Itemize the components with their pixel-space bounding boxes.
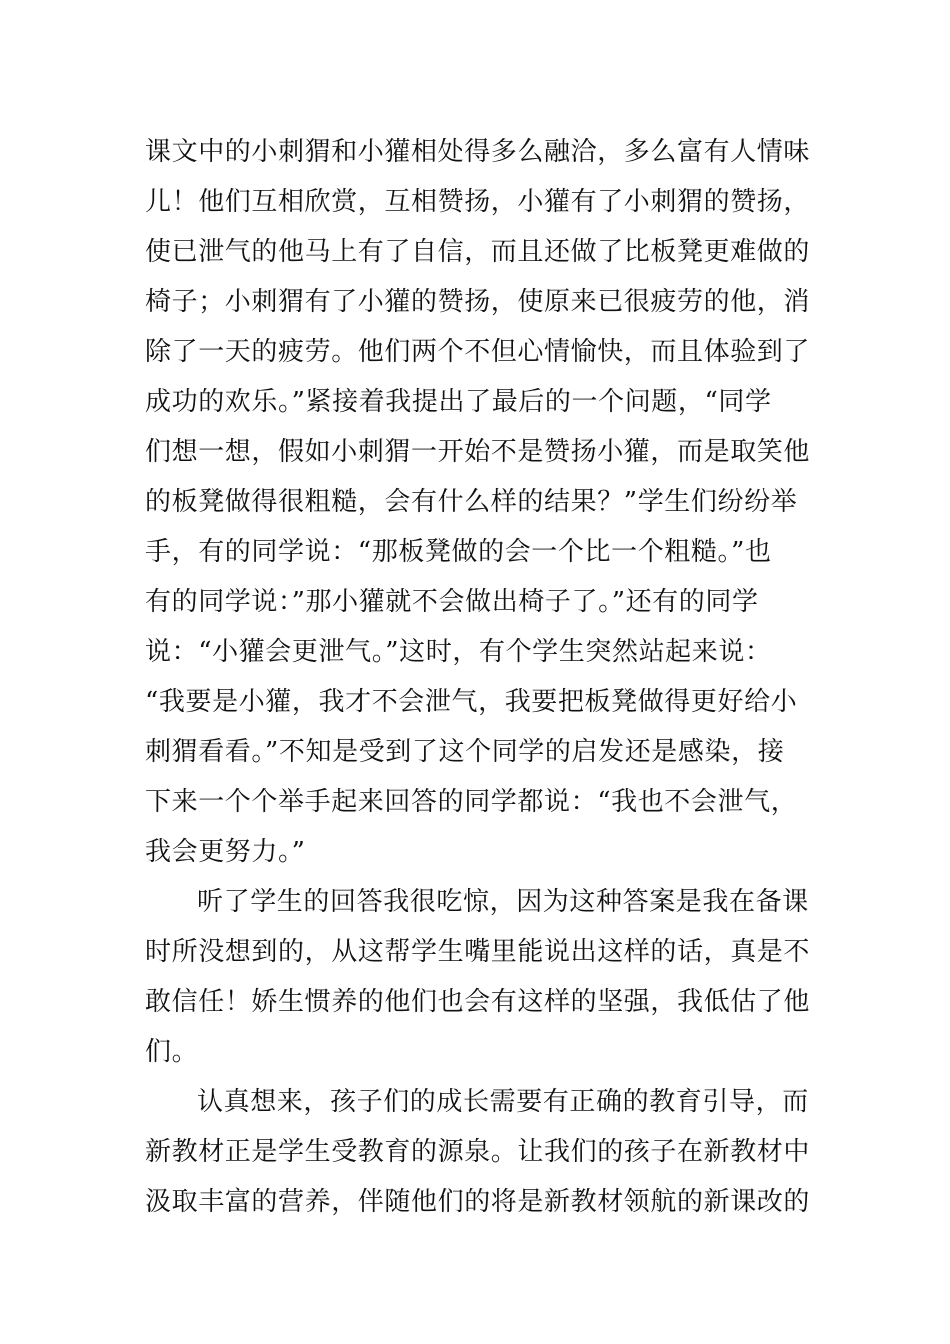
text-line: 除了一天的疲劳。他们两个不但心情愉快，而且体验到了: [145, 337, 811, 367]
text-line: 敢信任！娇生惯养的他们也会有这样的坚强，我低估了他: [145, 987, 811, 1017]
text-line-indented: 听了学生的回答我很吃惊，因为这种答案是我在备课: [197, 887, 809, 917]
text-line: 新教材正是学生受教育的源泉。让我们的孩子在新教材中: [145, 1137, 811, 1167]
text-line: 刺猬看看。”不知是受到了这个同学的启发还是感染，接: [145, 737, 785, 767]
text-line: 我会更努力。”: [145, 837, 306, 867]
text-line: 们。: [145, 1037, 199, 1067]
text-line: 时所没想到的，从这帮学生嘴里能说出这样的话，真是不: [145, 937, 811, 967]
text-line: 说：“小獾会更泄气。”这时，有个学生突然站起来说：: [145, 637, 772, 667]
text-line: 有的同学说：”那小獾就不会做出椅子了。”还有的同学: [145, 587, 759, 617]
text-line: “我要是小獾，我才不会泄气，我要把板凳做得更好给小: [145, 687, 798, 717]
text-line: 成功的欢乐。”紧接着我提出了最后的一个问题，“同学: [145, 387, 772, 417]
text-line: 椅子；小刺猬有了小獾的赞扬，使原来已很疲劳的他，消: [145, 287, 811, 317]
text-line: 的板凳做得很粗糙，会有什么样的结果？”学生们纷纷举: [145, 487, 798, 517]
text-line: 手，有的同学说：“那板凳做的会一个比一个粗糙。”也: [145, 537, 772, 567]
text-line: 汲取丰富的营养，伴随他们的将是新教材领航的新课改的: [145, 1187, 811, 1217]
text-line-indented: 认真想来，孩子们的成长需要有正确的教育引导，而: [197, 1087, 809, 1117]
text-line: 课文中的小刺猬和小獾相处得多么融洽，多么富有人情味: [145, 137, 811, 167]
text-line: 们想一想，假如小刺猬一开始不是赞扬小獾，而是取笑他: [145, 437, 811, 467]
text-line: 儿！他们互相欣赏，互相赞扬，小獾有了小刺猬的赞扬，: [145, 187, 811, 217]
text-line: 使已泄气的他马上有了自信，而且还做了比板凳更难做的: [145, 237, 811, 267]
body-text: [145, 127, 825, 1227]
text-line: 下来一个个举手起来回答的同学都说：“我也不会泄气，: [145, 787, 798, 817]
